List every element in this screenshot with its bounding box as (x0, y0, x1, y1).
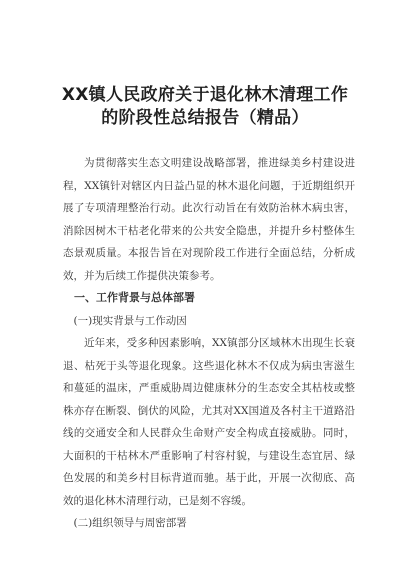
document-title-line-1: XX镇人民政府关于退化林木清理工作 (61, 85, 349, 105)
document-body (63, 152, 355, 535)
document-title-line-2: 的阶段性总结报告（精品） (101, 108, 309, 128)
subsection-heading: (一)现实背景与工作动因 (73, 314, 187, 327)
section-heading: 一、工作背景与总体部署 (74, 291, 195, 304)
subsection-heading: (二)组织领导与周密部署 (73, 517, 187, 529)
intro-paragraph: 为贯彻落实生态文明建设战略部署，推进绿美乡村建设进程，XX镇针对辖区内日益凸显的林木退化问题，于近期组织开展了专项清理整治行动。此次行动旨在有效防治林木病虫害，消除因树木干枯老化带来的公共安全隐患，并提升乡村整体生态景观质量。本报告旨在对现阶段工作进行全面总结，分析成效，并为后续工作提供决策参考。 (63, 157, 355, 282)
subsection-paragraph: 近年来，受多种因素影响，XX镇部分区域林木出现生长衰退、枯死于头等退化现象。这些退化林木不仅成为病虫害滋生和蔓延的温床，严重威胁周边健康林分的生态安全其枯枝或整株亦存在断裂、倒伏的风险，尤其对XX国道及各村主干道路沿线的交通安全和人民群众生命财产安全构成直接威胁。同时，大面积的干枯林木严重影响了村容村貌，与建设生态宜居、绿色发展的和美乡村目标背道而驰。基于此，开展一次彻底、高效的退化林木清理行动，已是刻不容缓。 (63, 337, 355, 507)
